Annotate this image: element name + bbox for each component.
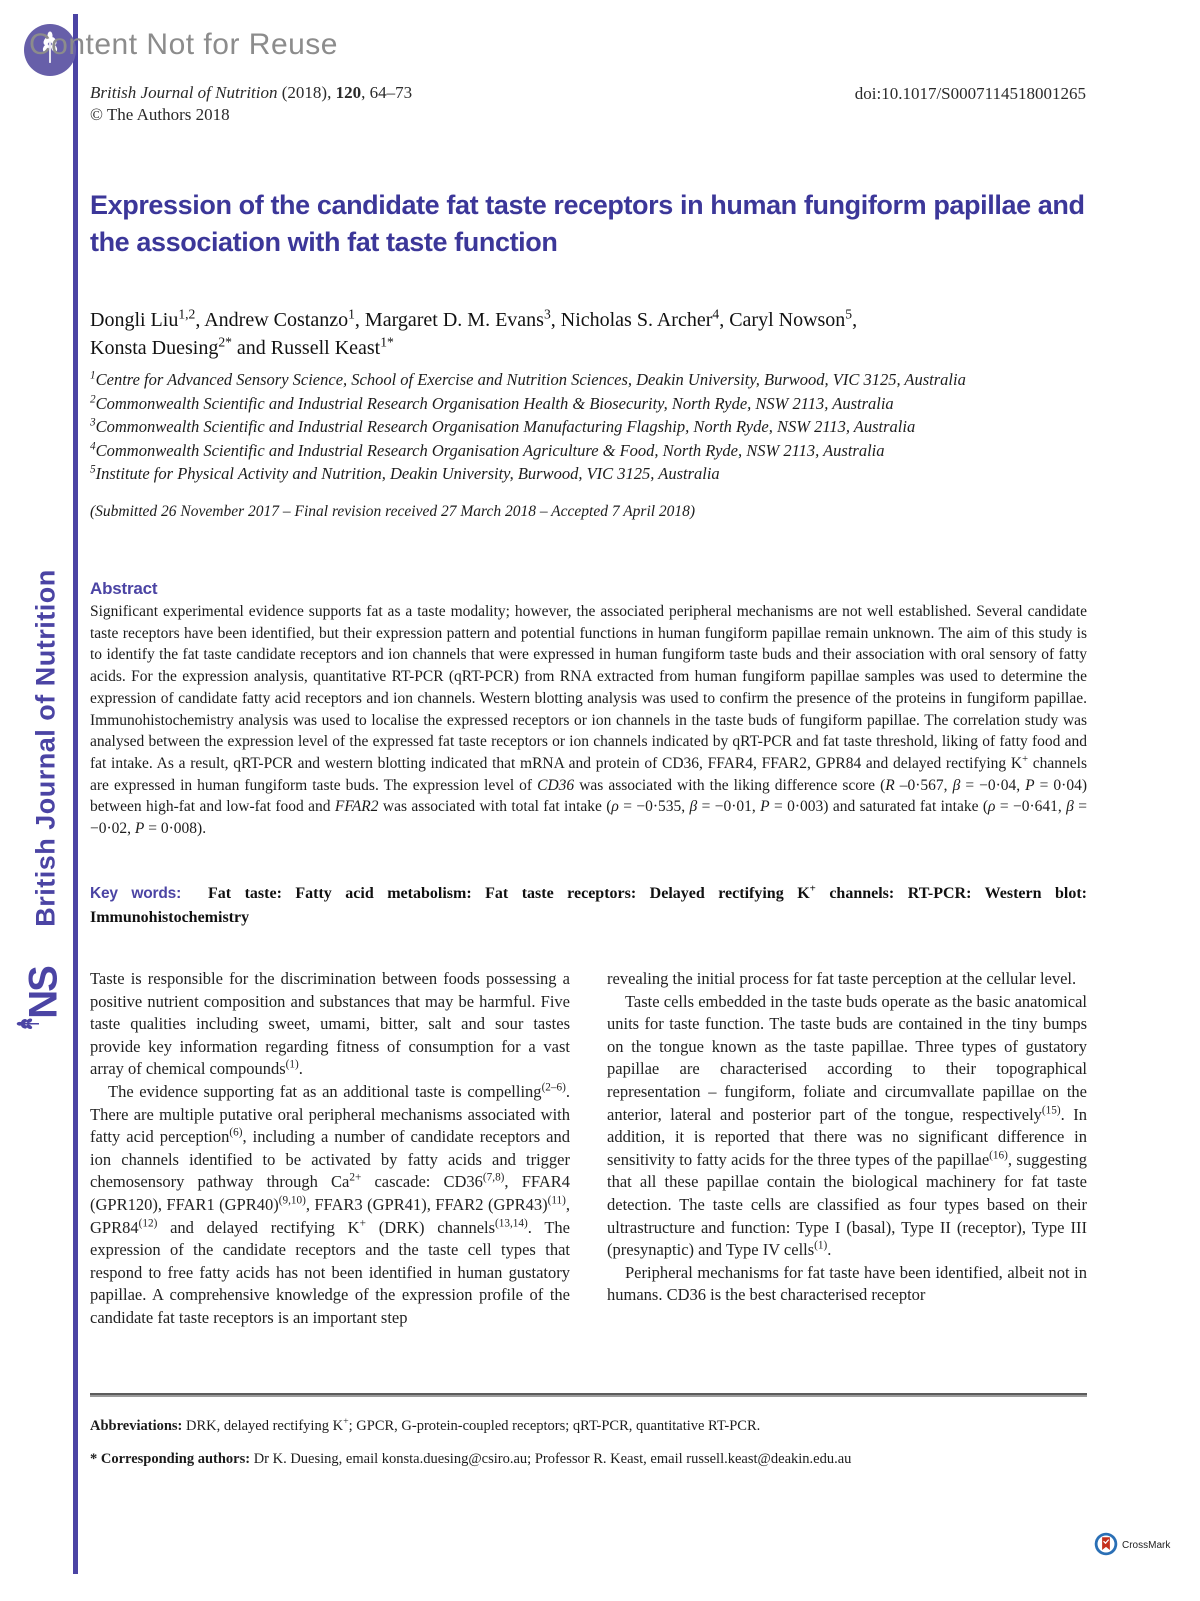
- abbreviations-text: DRK, delayed rectifying K+; GPCR, G-protein-coupled receptors; qRT-PCR, quantitative RT-PCR.: [186, 1416, 761, 1434]
- keywords-label: Key words:: [90, 885, 182, 902]
- citation-year: (2018),: [277, 83, 336, 102]
- affiliation-item: $^1$Centre for Advanced Sensory Science, School of Exercise and Nutrition Sciences, Deakin University, Burwood, VIC 3125, Australia: [90, 369, 966, 389]
- wheat-icon: [6, 1015, 51, 1033]
- crossmark-button[interactable]: [1094, 1532, 1170, 1559]
- sidebar-vertical-rule: [73, 14, 78, 1574]
- corresponding-authors-label: * Corresponding authors:: [90, 1451, 251, 1467]
- author-line: Konsta Duesing$^{2*}$ and Russell Keast$^{1*}$: [90, 334, 394, 359]
- journal-name: British Journal of Nutrition: [90, 83, 278, 102]
- journal-citation-block: [90, 82, 412, 126]
- abstract-text: Significant experimental evidence supports fat as a taste modality; however, the associated peripheral mechanisms are not well established. Several candidate taste receptors have been identified, but their expression pattern and potential functions in human fungiform papillae remain unknown. The aim of this study is to identify the fat taste candidate receptors and ion channels that were expressed in human fungiform taste buds and their association with oral sensory of fatty acids. For the expression analysis, quantitative RT-PCR (qRT-PCR) from RNA extracted from human fungiform papillae samples was used to determine the expression of candidate fatty acid receptors and ion channels. Western blotting analysis was used to confirm the presence of the proteins in fungiform papillae. Immunohistochemistry analysis was used to localise the expressed receptors or ion channels in the taste buds of fungiform papillae. The correlation study was analysed between the expression level of the expressed fat taste receptors or ion channels indicated by qRT-PCR and fat taste threshold, liking of fatty food and fat intake. As a result, qRT-PCR and western blotting indicated that mRNA and protein of CD36, FFAR4, FFAR2, GPR84 and delayed rectifying K+ channels are expressed in human fungiform taste buds. The expression level of CD36 was associated with the liking difference score (R –0·567, β = −0·04, P = 0·04) between high-fat and low-fat food and FFAR2 was associated with total fat intake (ρ = −0·535, β = −0·01, P = 0·003) and saturated fat intake (ρ = −0·641, β = −0·02, P = 0·008).: [90, 603, 1088, 838]
- body-paragraph: Peripheral mechanisms for fat taste have been identified, albeit not in humans. CD36 is the best characterised receptor: [607, 1262, 1087, 1305]
- citation-pages: , 64–73: [361, 83, 413, 102]
- affiliation-item: $^2$Commonwealth Scientific and Industrial Research Organisation Health & Biosecurity, North Ryde, NSW 2113, Australia: [90, 393, 894, 413]
- body-columns: [90, 968, 1087, 1330]
- body-paragraph: Taste is responsible for the discrimination between foods possessing a positive nutrient composition and substances that may be harmful. Five taste qualities including sweet, umami, bitter, salt and sour tastes provide key information regarding fitness of consumption for a vast array of chemical compounds$^{(1)}$.: [90, 969, 570, 1079]
- keywords-text: Fat taste: Fatty acid metabolism: Fat taste receptors: Delayed rectifying K+ channels: RT-PCR: Western blot: Immunohistochemistry: [90, 882, 1087, 926]
- article-title: Expression of the candidate fat taste receptors in human fungiform papillae and the association with fat taste function: [90, 190, 1085, 257]
- abstract-heading: Abstract: [90, 579, 158, 598]
- journal-citation-line: [90, 82, 412, 104]
- corresponding-authors-note: [90, 1451, 1090, 1468]
- citation-volume: 120: [335, 83, 362, 102]
- body-paragraph: Taste cells embedded in the taste buds operate as the basic anatomical units for taste function. The taste buds are contained in the tiny bumps on the tongue known as the taste papillae. Three types of gustatory papillae are characterised according to their topographical representation – fungiform, foliate and circumvallate papillae on the anterior, lateral and posterior part of the tongue, respectively$^{(15)}$. In addition, it is reported that there was no significant difference in sensitivity to fatty acids for the three types of the papillae$^{(16)}$, suggesting that all these papillae contain the biological machinery for fat taste detection. The taste cells are classified as four types based on their ultrastructure and function: Type I (basal), Type II (receptor), Type III (presynaptic) and Type IV cells$^{(1)}$.: [607, 991, 1087, 1260]
- copyright-line: © The Authors 2018: [90, 105, 230, 124]
- author-line: Dongli Liu$^{1,2}$, Andrew Costanzo$^1$, Margaret D. M. Evans$^3$, Nicholas S. Archer$^4$, Caryl Nowson$^5$,: [90, 306, 858, 331]
- body-column-left: [90, 968, 570, 1330]
- sidebar-journal-title: British Journal of Nutrition: [30, 569, 61, 927]
- body-paragraph: revealing the initial process for fat taste perception at the cellular level.: [607, 969, 1077, 988]
- abbreviations-note: [90, 1418, 1090, 1435]
- submission-history: (Submitted 26 November 2017 – Final revision received 27 March 2018 – Accepted 7 April 2018): [90, 503, 696, 520]
- doi-text: doi:10.1017/S0007114518001265: [854, 84, 1086, 103]
- footnote-divider: [90, 1393, 1087, 1397]
- crossmark-icon: [1094, 1532, 1118, 1559]
- crossmark-label: CrossMark: [1122, 1540, 1171, 1551]
- affiliation-item: $^4$Commonwealth Scientific and Industrial Research Organisation Agriculture & Food, North Ryde, NSW 2113, Australia: [90, 440, 885, 460]
- corresponding-authors-text: Dr K. Duesing, email konsta.duesing@csiro.au; Professor R. Keast, email russell.keast@deakin.edu.au: [253, 1451, 852, 1467]
- affiliation-list: [90, 368, 1095, 486]
- author-list: [90, 306, 1090, 362]
- body-paragraph: The evidence supporting fat as an additional taste is compelling$^{(2-6)}$. There are multiple putative oral peripheral mechanisms associated with fatty acid perception$^{(6)}$, including a number of candidate receptors and ion channels identified to be activated by fatty acids and trigger chemosensory pathway through $Ca^{2+}$ cascade: CD36$^{(7,8)}$, FFAR4 (GPR120), FFAR1 $(GPR40)^{(9,10)}$, FFAR3 (GPR41), FFAR2 $(GPR43)^{(11)}$, GPR84$^{(12)}$ and delayed rectifying K+ (DRK) channels$^{(13,14)}$. The expression of the candidate receptors and the taste cell types that respond to free fatty acids has not been identified in human gustatory papillae. A comprehensive knowledge of the expression profile of the candidate fat taste receptors is an important step: [90, 1081, 571, 1327]
- nutrition-society-ns-logo: [22, 967, 67, 1019]
- keywords-block: [90, 882, 1087, 929]
- watermark-text: Content Not for Reuse: [29, 28, 338, 61]
- body-column-right: [607, 968, 1087, 1330]
- affiliation-item: $^5$Institute for Physical Activity and Nutrition, Deakin University, Burwood, VIC 3125, Australia: [90, 463, 720, 484]
- affiliation-item: $^3$Commonwealth Scientific and Industrial Research Organisation Manufacturing Flagship, North Ryde, NSW 2113, Australia: [90, 416, 916, 437]
- ns-logo-letters: NS: [21, 967, 66, 1019]
- abbreviations-label: Abbreviations:: [90, 1418, 183, 1434]
